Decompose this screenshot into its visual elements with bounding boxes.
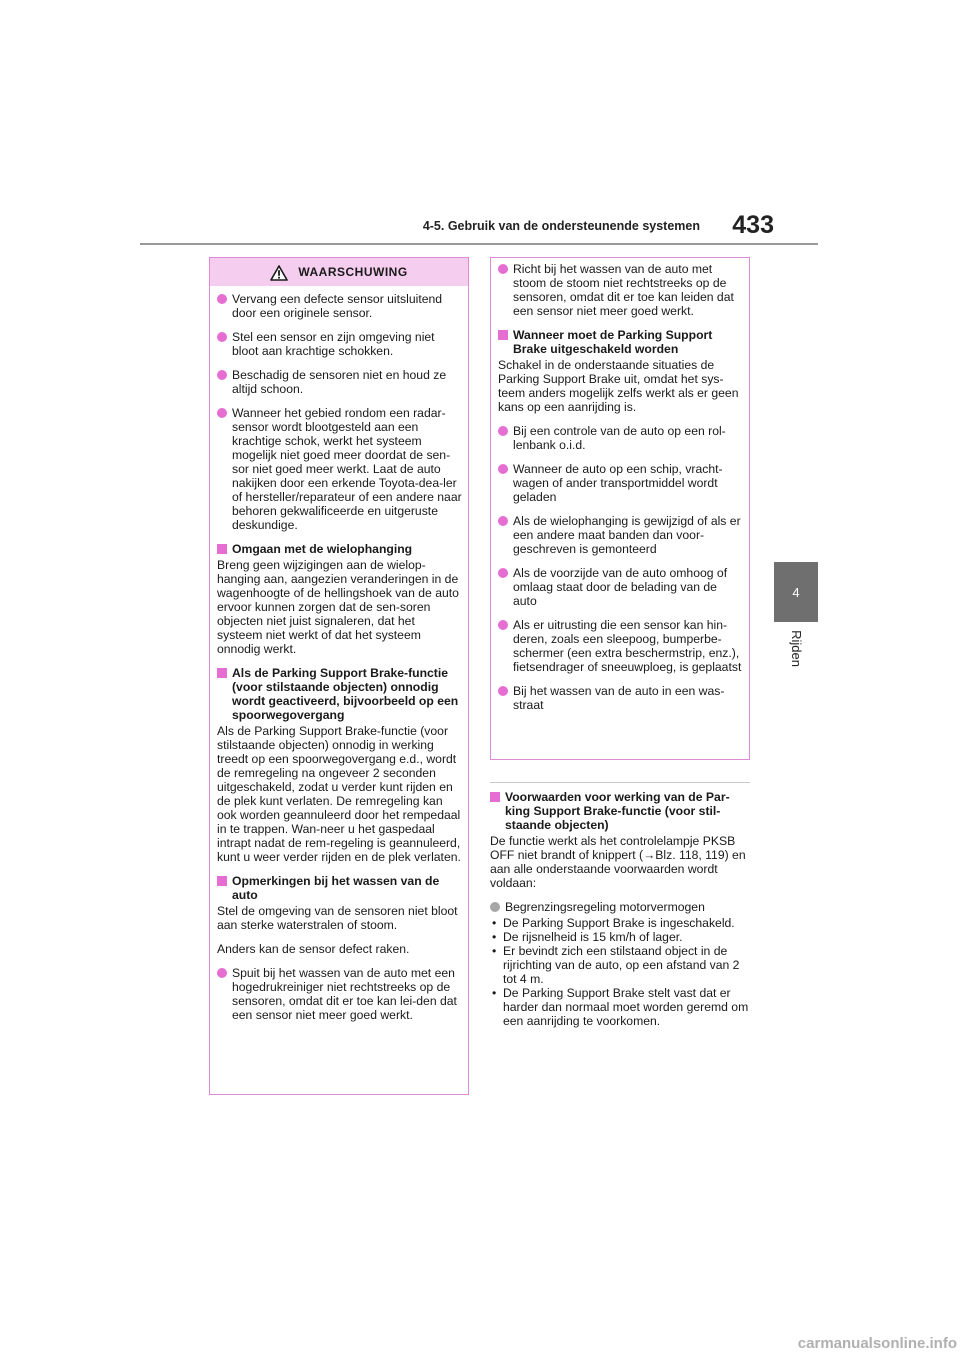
warning-triangle-icon: [270, 265, 288, 281]
section-text-suspension: Breng geen wijzigingen aan de wielop-hanging aan, aangezien veranderingen in de wagenhoogte of de hellingshoek van de auto ervoor kunnen zorgen dat de sen-soren objecten niet juist signaleren, dat het systeem niet werkt of dat het systeem onnodig werkt.: [217, 558, 459, 656]
bullet-dot-icon: [498, 464, 508, 474]
bullet-dot-icon: [217, 332, 227, 342]
page-number: 433: [732, 211, 774, 239]
conditions-heading: Voorwaarden voor werking van de Par-king Support Brake-functie (voor stil-staande objecten): [490, 790, 750, 832]
square-bullet-icon: [498, 330, 508, 340]
header-divider: [140, 243, 818, 245]
list-item: • Er bevindt zich een stilstaand object in de rijrichting van de auto, op een afstand van 2 tot 4 m.: [492, 944, 740, 986]
bullet-dot-icon: [498, 426, 508, 436]
square-bullet-icon: [490, 792, 500, 802]
warning-bullet: Richt bij het wassen van de auto met stoom de stoom niet rechtstreeks op de sensoren, omdat dit er toe kan leiden dat een sensor niet meer goed werkt.: [498, 262, 743, 318]
warning-bullet: Beschadig de sensoren niet en houd ze altijd schoon.: [217, 368, 462, 396]
section-heading-disable: Wanneer moet de Parking Support Brake uitgeschakeld worden: [498, 328, 743, 356]
bullet-dot-icon: [490, 902, 500, 912]
bullet-dot-icon: [217, 968, 227, 978]
bullet-dot-icon: [498, 516, 508, 526]
list-item: • De rijsnelheid is 15 km/h of lager.: [492, 930, 683, 944]
bullet-dot-icon: [498, 620, 508, 630]
square-bullet-icon: [217, 668, 227, 678]
disable-situation-bullet: Als de voorzijde van de auto omhoog of omlaag staat door de belading van de auto: [498, 566, 743, 608]
warning-body: [210, 286, 468, 1022]
warning-header: [210, 258, 468, 286]
section-text-disable: Schakel in de onderstaande situaties de Parking Support Brake uit, omdat het sys-teem anders mogelijk zelfs werkt als er geen kans op een aanrijding is.: [498, 358, 739, 414]
list-item: • De Parking Support Brake stelt vast dat er harder dan normaal moet worden geremd om een aanrijding te voorkomen.: [492, 986, 749, 1028]
section-title: 4-5. Gebruik van de ondersteunende systemen: [422, 219, 700, 233]
section-text-railway: Als de Parking Support Brake-functie (voor stilstaande objecten) onnodig in werking treedt op een spoorwegovergang e.d., wordt de remregeling na ongeveer 2 seconden uitgeschakeld, zodat u verder kunt rijden en de plek kunt verlaten. De remregeling kan ook worden geannuleerd door het rempedaal in te trappen. Wan-neer u het gaspedaal intrapt nadat de rem-regeling is geannuleerd, kunt u weer verder rijden en de plek verlaten.: [217, 724, 461, 864]
bullet-dot-icon: [498, 686, 508, 696]
disable-situation-bullet: Bij het wassen van de auto in een was-straat: [498, 684, 743, 712]
section-text-washing-2: Anders kan de sensor defect raken.: [217, 942, 410, 956]
disable-situation-bullet: Bij een controle van de auto op een rol-lenbank o.i.d.: [498, 424, 743, 452]
section-text-washing-1: Stel de omgeving van de sensoren niet bloot aan sterke waterstralen of stoom.: [217, 904, 458, 932]
section-heading-suspension: Omgaan met de wielophanging: [217, 542, 462, 556]
square-bullet-icon: [217, 544, 227, 554]
warning-bullet: Vervang een defecte sensor uitsluitend door een originele sensor.: [217, 292, 462, 320]
chapter-label: [774, 618, 818, 678]
conditions-list: [490, 916, 750, 1028]
warning-continued-body: [491, 258, 749, 712]
bullet-dot-icon: [217, 370, 227, 380]
bullet-dot-icon: [498, 264, 508, 274]
disable-situation-bullet: Wanneer de auto op een schip, vracht-wagen of ander transportmiddel wordt geladen: [498, 462, 743, 504]
section-heading-washing: Opmerkingen bij het wassen van de auto: [217, 874, 462, 902]
disable-situation-bullet: Als de wielophanging is gewijzigd of als er een andere maat banden dan voor-geschreven is gemonteerd: [498, 514, 743, 556]
chapter-number: 4: [792, 584, 800, 600]
bullet-dot-icon: [498, 568, 508, 578]
warning-box: [209, 257, 469, 1095]
bullet-dot-icon: [217, 294, 227, 304]
section-heading-railway: Als de Parking Support Brake-functie (voor stilstaande objecten) onnodig wordt geactiveerd, bijvoorbeeld op een spoorwegovergang: [217, 666, 462, 722]
warning-box-continued: [490, 257, 750, 760]
warning-bullet: Stel een sensor en zijn omgeving niet bloot aan krachtige schokken.: [217, 330, 462, 358]
chapter-label-text: Rijden: [788, 629, 804, 667]
warning-heading: WAARSCHUWING: [298, 265, 408, 279]
conditions-section: [490, 782, 750, 1028]
warning-bullet: Wanneer het gebied rondom een radar-sensor wordt blootgesteld aan een krachtige schok, werkt het systeem mogelijk niet goed meer doordat de sen-sor niet goed meer werkt. Laat de auto nakijken door een erkende Toyota-dea-ler of hersteller/reparateur of een andere naar behoren gekwalificeerde en uitgeruste deskundige.: [217, 406, 462, 532]
conditions-sub-heading: Begrenzingsregeling motorvermogen: [490, 900, 750, 914]
bullet-dot-icon: [217, 408, 227, 418]
chapter-tab: [774, 562, 818, 622]
list-item: • De Parking Support Brake is ingeschakeld.: [492, 916, 735, 930]
watermark: carmanualsonline.info: [797, 1335, 957, 1352]
warning-bullet: Spuit bij het wassen van de auto met een hogedrukreiniger niet rechtstreeks op de sensoren, omdat dit er toe kan lei-den dat een sensor niet meer goed werkt.: [217, 966, 462, 1022]
square-bullet-icon: [217, 876, 227, 886]
disable-situation-bullet: Als er uitrusting die een sensor kan hin-deren, zoals een sleepoog, bumperbe-schermer (een extra beschermstrip, enz.), fietsendrager of sneeuwploeg, is geplaatst: [498, 618, 743, 674]
conditions-text: De functie werkt als het controlelampje PKSB OFF niet brandt of knippert (→Blz. 118, 119) en aan alle onderstaande voorwaarden wordt voldaan:: [490, 834, 746, 890]
